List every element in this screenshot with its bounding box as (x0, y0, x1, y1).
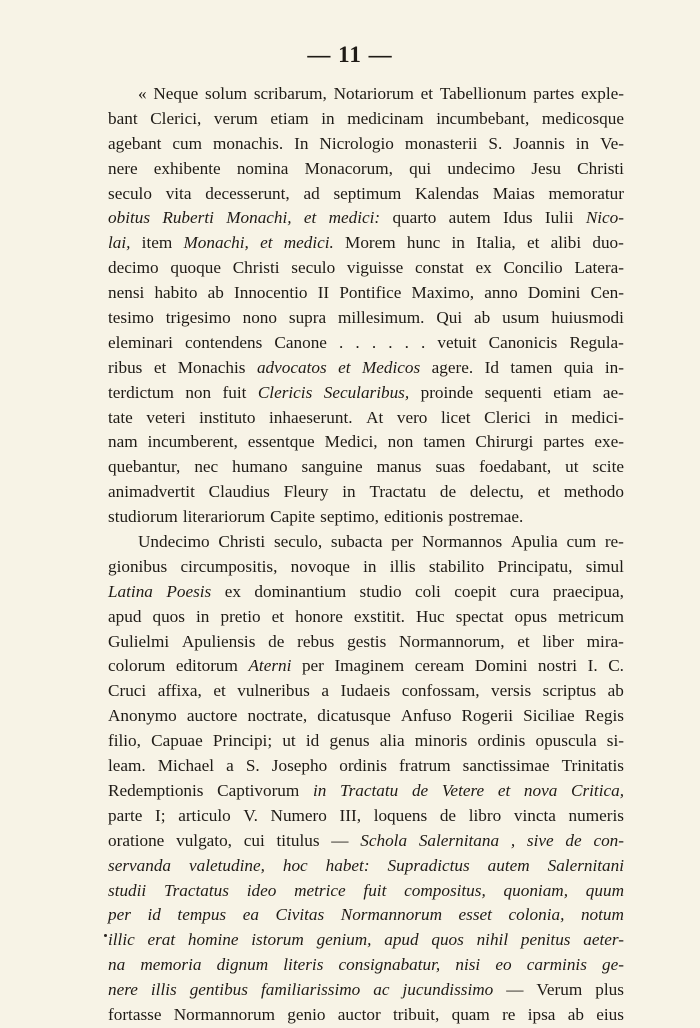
text-line: lai, item Monachi, et medici. Morem hunc in Italia, et alibi duo- (108, 233, 624, 253)
text-line: tesimo trigesimo nono supra millesimum. Qui ab usum huiusmodi (108, 308, 624, 328)
text-line: eleminari contendens Canone . . . . . . vetuit Canonicis Regula- (108, 332, 624, 352)
text-line: Gulielmi Apuliensis de rebus gestis Normannorum, et liber mira- (108, 631, 624, 651)
text-line: tate veteri instituto inhaeserunt. At vero licet Clerici in medici- (108, 407, 624, 427)
body-text (108, 82, 624, 1028)
text-line: nensi habito ab Innocentio II Pontifice Maximo, anno Domini Cen- (108, 283, 624, 303)
text-line: fortasse Normannorum genio auctor tribuit, quam re ipsa ab eius (108, 1004, 624, 1024)
margin-mark (104, 934, 107, 937)
text-line: apud quos in pretio et honore exstitit. Huc spectat opus metricum (108, 606, 624, 626)
text-line: decimo quoque Christi seculo viguisse constat ex Concilio Latera- (108, 258, 624, 278)
text-line: studii Tractatus ideo metrice fuit compositus, quoniam, quum (108, 880, 624, 900)
text-line: animadvertit Claudius Fleury in Tractatu de delectu, et methodo (108, 482, 624, 502)
text-line: gionibus circumpositis, novoque in illis stabilito Principatu, simul (108, 556, 624, 576)
text-line: Anonymo auctore noctrate, dicatusque Anfuso Rogerii Siciliae Regis (108, 706, 624, 726)
text-line: seculo vita decesserunt, ad septimum Kalendas Maias memoratur (108, 183, 624, 203)
text-line: ribus et Monachis advocatos et Medicos agere. Id tamen quia in- (108, 357, 624, 377)
text-line: quebantur, nec humano sanguine manus suas foedabant, ut scite (108, 457, 624, 477)
text-line: per id tempus ea Civitas Normannorum esset colonia, notum (108, 905, 624, 925)
text-line: bant Clerici, verum etiam in medicinam incumbebant, medicosque (108, 108, 624, 128)
text-line: illic erat homine istorum genium, apud quos nihil penitus aeter- (108, 930, 624, 950)
text-line: parte I; articulo V. Numero III, loquens de libro vincta numeris (108, 805, 624, 825)
text-line: Latina Poesis ex dominantium studio coli coepit cura praecipua, (108, 581, 624, 601)
text-line: colorum editorum Aterni per Imaginem ceream Domini nostri I. C. (108, 656, 624, 676)
text-line: studiorum literariorum Capite septimo, editionis postremae. (108, 507, 524, 527)
text-line: obitus Ruberti Monachi, et medici: quarto autem Idus Iulii Nico- (108, 208, 624, 228)
text-line: nere illis gentibus familiarissimo ac jucundissimo — Verum plus (108, 980, 624, 1000)
text-line: agebant cum monachis. In Nicrologio monasterii S. Joannis in Ve- (108, 133, 624, 153)
text-line: nam incumberent, essentque Medici, non tamen Chirurgi partes exe- (108, 432, 624, 452)
text-line: leam. Michael a S. Josepho ordinis fratrum sanctissimae Trinitatis (108, 756, 624, 776)
text-line: oratione vulgato, cui titulus — Schola Salernitana , sive de con- (108, 830, 624, 850)
text-line: Redemptionis Captivorum in Tractatu de Vetere et nova Critica, (108, 780, 624, 800)
text-line: filio, Capuae Principi; ut id genus alia minoris ordinis opuscula si- (108, 731, 624, 751)
text-line: na memoria dignum literis consignabatur, nisi eo carminis ge- (108, 955, 624, 975)
text-line: « Neque solum scribarum, Notariorum et Tabellionum partes exple- (138, 84, 624, 103)
text-line: nere exhibente nomina Monacorum, qui undecimo Jesu Christi (108, 158, 624, 178)
text-line: servanda valetudine, hoc habet: Supradictus autem Salernitani (108, 855, 624, 875)
page-number: — 11 — (307, 42, 393, 67)
text-line: Undecimo Christi seculo, subacta per Normannos Apulia cum re- (138, 532, 624, 552)
text-line: terdictum non fuit Clericis Secularibus, proinde sequenti etiam ae- (108, 382, 624, 402)
text-line: Cruci affixa, et vulneribus a Iudaeis confossam, versis scriptus ab (108, 681, 624, 701)
